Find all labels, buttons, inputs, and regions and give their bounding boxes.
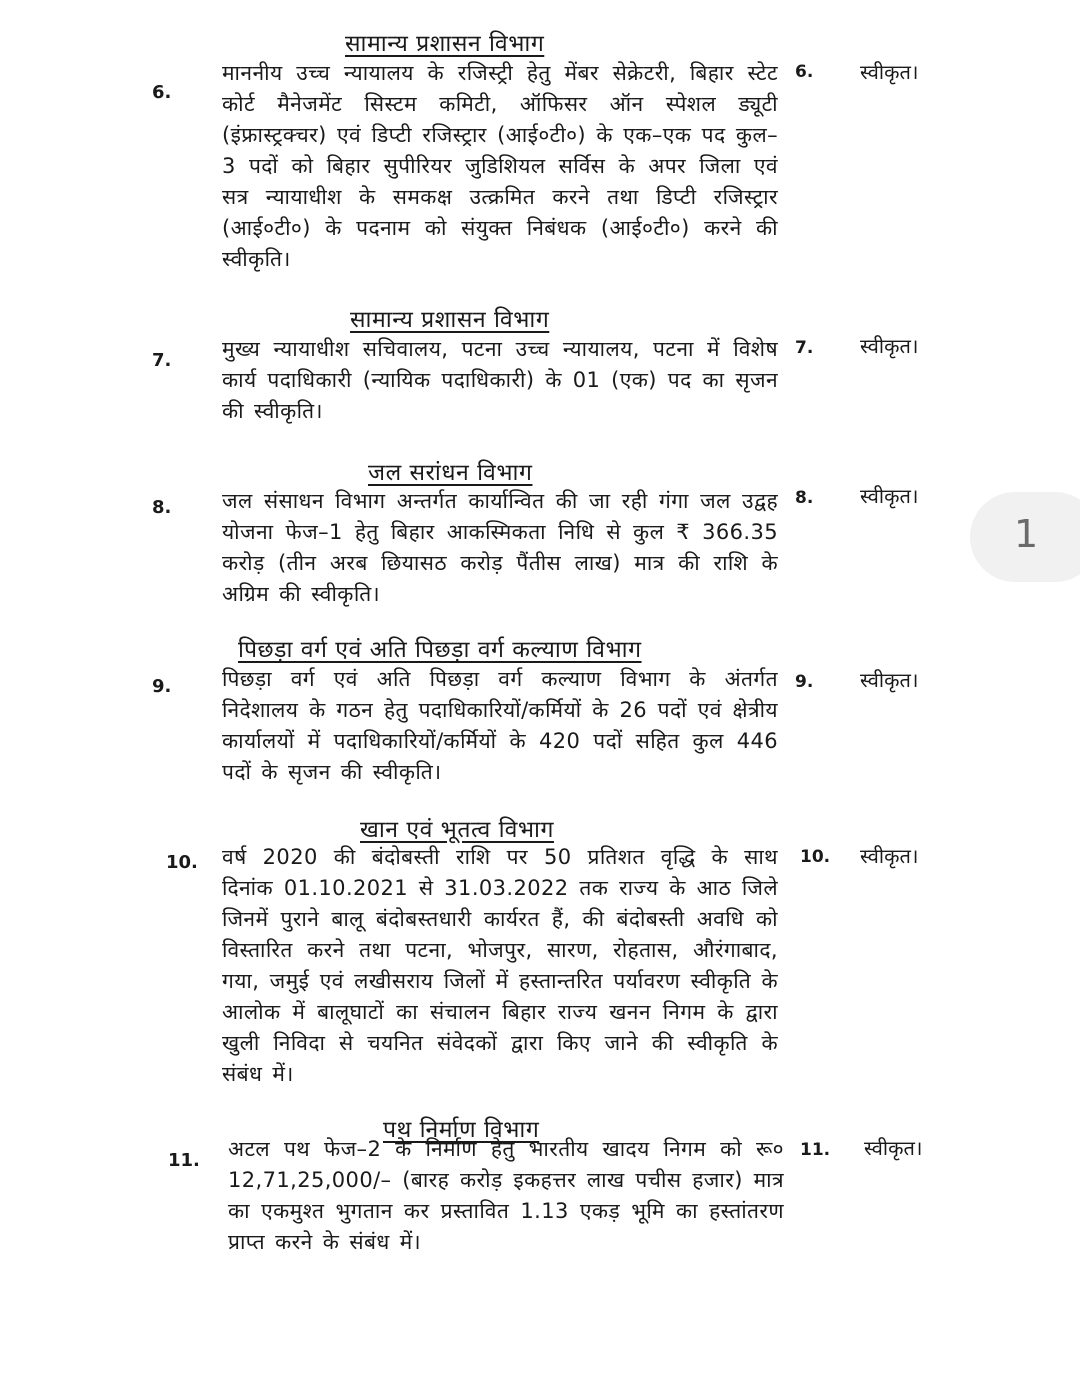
decision-status: स्वीकृत। [860, 844, 919, 868]
item-number: 9. [152, 676, 172, 697]
department-heading: खान एवं भूतत्व विभाग [360, 817, 554, 843]
department-heading: पिछड़ा वर्ग एवं अति पिछड़ा वर्ग कल्याण विभाग [238, 637, 642, 663]
decision-number: 6. [795, 62, 814, 82]
decision-status: स्वीकृत। [864, 1136, 923, 1160]
item-description: मुख्य न्यायाधीश सचिवालय, पटना उच्च न्यायालय, पटना में विशेष कार्य पदाधिकारी (न्यायिक पदाधिकारी) के 01 (एक) पद का सृजन की स्वीकृति। [222, 337, 778, 423]
item-description: वर्ष 2020 की बंदोबस्ती राशि पर 50 प्रतिशत वृद्धि के साथ दिनांक 01.10.2021 से 31.03.2022 तक राज्य के आठ जिले जिनमें पुराने बालू बंदोबस्तधारी कार्यरत हैं, की बंदोबस्ती अवधि को विस्तारित करने तथा पटना, भोजपुर, सारण, रोहतास, औरंगाबाद, गया, जमुई एवं लखीसराय जिलों में हस्तान्तरित पर्यावरण स्वीकृति के आलोक में बालूघाटों का संचालन बिहार राज्य खनन निगम के द्वारा खुली निविदा से चयनित संवेदकों द्वारा किए जाने की स्वीकृति के संबंध में। [222, 845, 778, 1086]
decision-number: 8. [795, 488, 814, 508]
department-heading: जल सरांधन विभाग [368, 460, 533, 486]
item-description: अटल पथ फेज–2 के निर्माण हेतु भारतीय खादय निगम को रू० 12,71,25,000/– (बारह करोड़ इकहत्तर लाख पचीस हजार) मात्र का एकमुश्त भुगतान कर प्रस्तावित 1.13 एकड़ भूमि का हस्तांतरण प्राप्त करने के संबंध में। [228, 1137, 784, 1254]
decision-number: 7. [795, 338, 814, 358]
item-number: 10. [166, 852, 198, 873]
page-indicator-number: 1 [1014, 512, 1039, 556]
item-description: जल संसाधन विभाग अन्तर्गत कार्यान्वित की जा रही गंगा जल उद्वह योजना फेज–1 हेतु बिहार आकस्मिकता निधि से कुल ₹ 366.35 करोड़ (तीन अरब छियासठ करोड़ पैंतीस लाख) मात्र की राशि के अग्रिम की स्वीकृति। [222, 489, 778, 606]
item-number: 6. [152, 82, 172, 103]
department-heading: सामान्य प्रशासन विभाग [350, 307, 550, 333]
decision-number: 10. [800, 847, 831, 867]
decision-number: 11. [800, 1140, 831, 1160]
item-number: 8. [152, 497, 172, 518]
decision-status: स्वीकृत। [860, 668, 919, 692]
department-heading: सामान्य प्रशासन विभाग [345, 31, 545, 57]
item-description: पिछड़ा वर्ग एवं अति पिछड़ा वर्ग कल्याण विभाग के अंतर्गत निदेशालय के गठन हेतु पदाधिकारियों/कर्मियों के 26 पदों एवं क्षेत्रीय कार्यालयों में पदाधिकारियों/कर्मियों के 420 पदों सहित कुल 446 पदों के सृजन की स्वीकृति। [222, 667, 778, 784]
department-heading: पथ निर्माण विभाग [383, 1117, 540, 1143]
decision-status: स्वीकृत। [860, 60, 919, 84]
item-number: 7. [152, 350, 172, 371]
decision-status: स्वीकृत। [860, 484, 919, 508]
item-number: 11. [168, 1150, 200, 1171]
item-description: माननीय उच्च न्यायालय के रजिस्ट्री हेतु मेंबर सेक्रेटरी, बिहार स्टेट कोर्ट मैनेजमेंट सिस्टम कमिटी, ऑफिसर ऑन स्पेशल ड्यूटी (इंफ्रास्ट्रक्चर) एवं डिप्टी रजिस्ट्रार (आई०टी०) के एक–एक पद कुल–3 पदों को बिहार सुपीरियर जुडिशियल सर्विस के अपर जिला एवं सत्र न्यायाधीश के समकक्ष उत्क्रमित करने तथा डिप्टी रजिस्ट्रार (आई०टी०) के पदनाम को संयुक्त निबंधक (आई०टी०) करने की स्वीकृति। [222, 61, 778, 271]
decision-status: स्वीकृत। [860, 334, 919, 358]
decision-number: 9. [795, 672, 814, 692]
